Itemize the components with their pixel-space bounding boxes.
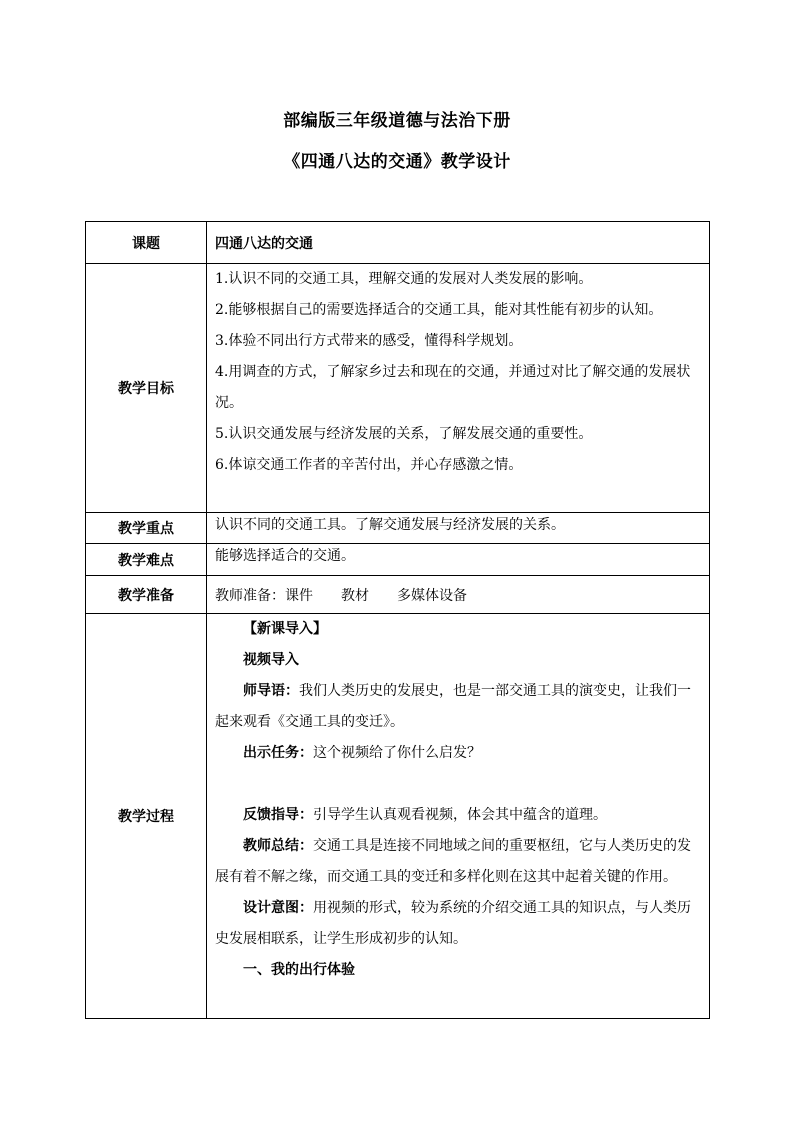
teacher-intro-label: 师导语： — [243, 683, 299, 699]
table-row-preparation — [86, 576, 710, 614]
document-subtitle: 《四通八达的交通》教学设计 — [283, 152, 511, 172]
key-points-value — [207, 513, 710, 544]
difficulties-label: 教学难点 — [86, 544, 207, 576]
difficulties-value — [207, 544, 710, 576]
summary-label: 教师总结： — [243, 838, 313, 854]
table-row-goals — [86, 264, 710, 513]
goal-item: 4.用调查的方式，了解家乡过去和现在的交通，并通过对比了解交通的发展状况。 — [215, 364, 691, 411]
summary-text: 交通工具是连接不同地域之间的重要枢纽，它与人类历史的发展有着不解之缘，而交通工具的变迁和多样化则在这其中起着关键的作用。 — [215, 838, 691, 885]
preparation-label: 教学准备 — [86, 576, 207, 614]
goal-item: 3.体验不同出行方式带来的感受，懂得科学规划。 — [215, 333, 523, 349]
goal-item: 2.能够根据自己的需要选择适合的交通工具，能对其性能有初步的认知。 — [215, 302, 663, 318]
process-content — [207, 614, 710, 1019]
teacher-intro — [215, 676, 703, 738]
feedback-text: 引导学生认真观看视频，体会其中蕴含的道理。 — [313, 807, 607, 823]
next-section-heading: 一、我的出行体验 — [243, 962, 355, 978]
task — [215, 738, 703, 769]
intent-label: 设计意图： — [243, 900, 313, 916]
preparation-value: 教师准备：课件 教材 多媒体设备 — [207, 576, 710, 614]
table-row-key-points — [86, 513, 710, 544]
task-label: 出示任务： — [243, 745, 313, 761]
teacher-intro-text: 我们人类历史的发展史，也是一部交通工具的演变史，让我们一起来观看《交通工具的变迁》。 — [215, 683, 691, 730]
table-row-difficulties — [86, 544, 710, 576]
blank-line — [215, 769, 703, 800]
video-heading: 视频导入 — [243, 652, 299, 668]
document-title: 部编版三年级道德与法治下册 — [283, 111, 511, 131]
task-text: 这个视频给了你什么启发？ — [313, 745, 481, 761]
goal-item: 5.认识交通发展与经济发展的关系，了解发展交通的重要性。 — [215, 426, 593, 442]
goals-content — [207, 264, 710, 513]
goals-label: 教学目标 — [86, 264, 207, 513]
table-row-subject — [86, 222, 710, 264]
intent-text: 用视频的形式，较为系统的介绍交通工具的知识点，与人类历史发展相联系，让学生形成初步的认知。 — [215, 900, 691, 947]
goal-item: 1.认识不同的交通工具，理解交通的发展对人类发展的影响。 — [215, 271, 593, 287]
key-points-text: 认识不同的交通工具。了解交通发展与经济发展的关系。 — [215, 517, 565, 533]
subject-value: 四通八达的交通 — [207, 222, 710, 264]
feedback — [215, 800, 703, 831]
goal-item: 6.体谅交通工作者的辛苦付出，并心存感激之情。 — [215, 457, 523, 473]
subject-label: 课题 — [86, 222, 207, 264]
table-row-process — [86, 614, 710, 1019]
lesson-plan-table — [85, 221, 710, 1019]
key-points-label: 教学重点 — [86, 513, 207, 544]
teacher-summary — [215, 831, 703, 893]
design-intent — [215, 893, 703, 955]
difficulties-text: 能够选择适合的交通。 — [215, 548, 355, 564]
section-heading: 【新课导入】 — [243, 621, 327, 637]
feedback-label: 反馈指导： — [243, 807, 313, 823]
process-label: 教学过程 — [86, 614, 207, 1019]
